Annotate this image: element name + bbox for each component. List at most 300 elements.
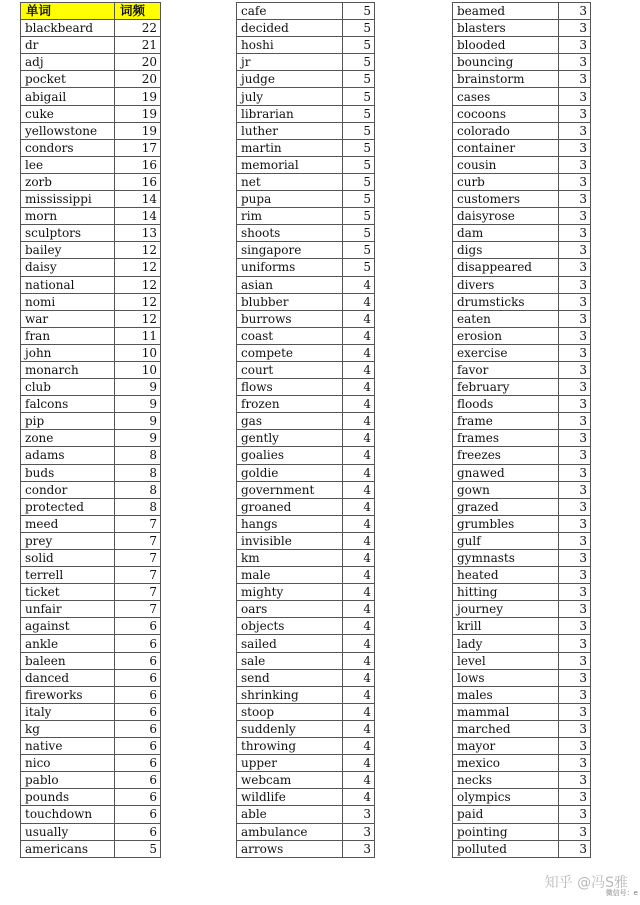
- table-row: [453, 686, 591, 703]
- frequency-cell: 4: [343, 584, 375, 601]
- table-row: [237, 225, 375, 242]
- table-row: [453, 225, 591, 242]
- word-cell: singapore: [237, 242, 343, 259]
- word-cell: objects: [237, 618, 343, 635]
- word-cell: curb: [453, 173, 559, 190]
- word-cell: february: [453, 379, 559, 396]
- table-row: [453, 191, 591, 208]
- table-row: [237, 635, 375, 652]
- word-cell: mammal: [453, 703, 559, 720]
- frequency-cell: 3: [559, 789, 591, 806]
- word-cell: usually: [21, 823, 115, 840]
- frequency-cell: 3: [559, 823, 591, 840]
- table-row: [453, 464, 591, 481]
- word-cell: cuke: [21, 105, 115, 122]
- frequency-cell: 3: [559, 567, 591, 584]
- table-row: [237, 276, 375, 293]
- frequency-cell: 3: [559, 225, 591, 242]
- table-row: [237, 464, 375, 481]
- frequency-cell: 3: [559, 447, 591, 464]
- frequency-cell: 4: [343, 789, 375, 806]
- table-row: [453, 772, 591, 789]
- table-row: [21, 720, 161, 737]
- frequency-cell: 11: [115, 327, 161, 344]
- word-cell: heated: [453, 567, 559, 584]
- frequency-cell: 3: [559, 413, 591, 430]
- table-row: [21, 122, 161, 139]
- frequency-cell: 3: [559, 755, 591, 772]
- word-cell: cocoons: [453, 105, 559, 122]
- table-row: [237, 720, 375, 737]
- frequency-cell: 3: [559, 584, 591, 601]
- table-row: [21, 88, 161, 105]
- word-cell: dr: [21, 37, 115, 54]
- word-cell: drumsticks: [453, 293, 559, 310]
- frequency-cell: 3: [559, 720, 591, 737]
- table-row: [453, 720, 591, 737]
- word-cell: july: [237, 88, 343, 105]
- table-row: [453, 276, 591, 293]
- table-row: [237, 379, 375, 396]
- table-row: [21, 105, 161, 122]
- table-row: [453, 88, 591, 105]
- table-row: [21, 20, 161, 37]
- frequency-cell: 6: [115, 618, 161, 635]
- table-row: [21, 567, 161, 584]
- frequency-cell: 4: [343, 601, 375, 618]
- word-cell: dam: [453, 225, 559, 242]
- word-cell: nico: [21, 755, 115, 772]
- table-row: [237, 173, 375, 190]
- table-row: [21, 515, 161, 532]
- word-cell: hoshi: [237, 37, 343, 54]
- word-cell: gently: [237, 430, 343, 447]
- word-cell: americans: [21, 840, 115, 857]
- word-cell: blubber: [237, 293, 343, 310]
- table-row: [237, 840, 375, 857]
- word-cell: sailed: [237, 635, 343, 652]
- word-cell: goalies: [237, 447, 343, 464]
- frequency-cell: 3: [559, 191, 591, 208]
- word-frequency-table-2: [236, 2, 375, 858]
- frequency-cell: 4: [343, 652, 375, 669]
- word-cell: club: [21, 379, 115, 396]
- table-row: [453, 259, 591, 276]
- frequency-cell: 4: [343, 669, 375, 686]
- frequency-cell: 4: [343, 344, 375, 361]
- frequency-cell: 6: [115, 720, 161, 737]
- frequency-cell: 5: [343, 37, 375, 54]
- frequency-cell: 4: [343, 447, 375, 464]
- frequency-cell: 4: [343, 618, 375, 635]
- table-row: [21, 242, 161, 259]
- frequency-cell: 6: [115, 738, 161, 755]
- word-cell: ticket: [21, 584, 115, 601]
- header-frequency: 词频: [115, 3, 161, 20]
- word-cell: coast: [237, 327, 343, 344]
- table-row: [21, 208, 161, 225]
- frequency-cell: 22: [115, 20, 161, 37]
- frequency-cell: 6: [115, 789, 161, 806]
- frequency-cell: 4: [343, 276, 375, 293]
- table-row: [453, 532, 591, 549]
- frequency-cell: 7: [115, 584, 161, 601]
- header-row: [21, 3, 161, 20]
- table-row: [237, 242, 375, 259]
- frequency-cell: 3: [559, 772, 591, 789]
- table-row: [21, 464, 161, 481]
- frequency-cell: 6: [115, 635, 161, 652]
- frequency-cell: 8: [115, 447, 161, 464]
- word-cell: digs: [453, 242, 559, 259]
- frequency-cell: 19: [115, 105, 161, 122]
- word-cell: invisible: [237, 532, 343, 549]
- frequency-cell: 3: [559, 20, 591, 37]
- table-row: [453, 515, 591, 532]
- word-cell: pip: [21, 413, 115, 430]
- table-row: [237, 3, 375, 20]
- word-cell: cousin: [453, 156, 559, 173]
- table-row: [21, 618, 161, 635]
- table-row: [237, 755, 375, 772]
- frequency-cell: 6: [115, 703, 161, 720]
- word-cell: brainstorm: [453, 71, 559, 88]
- table-row: [21, 54, 161, 71]
- table-row: [237, 584, 375, 601]
- frequency-cell: 3: [559, 498, 591, 515]
- frequency-cell: 19: [115, 88, 161, 105]
- table-row: [237, 396, 375, 413]
- word-cell: condors: [21, 139, 115, 156]
- word-cell: ankle: [21, 635, 115, 652]
- frequency-cell: 4: [343, 772, 375, 789]
- frequency-cell: 4: [343, 481, 375, 498]
- frequency-cell: 4: [343, 686, 375, 703]
- word-cell: martin: [237, 139, 343, 156]
- table-row: [453, 430, 591, 447]
- word-cell: luther: [237, 122, 343, 139]
- frequency-cell: 8: [115, 481, 161, 498]
- frequency-cell: 5: [115, 840, 161, 857]
- word-cell: native: [21, 738, 115, 755]
- word-cell: mighty: [237, 584, 343, 601]
- table-row: [237, 550, 375, 567]
- table-row: [453, 327, 591, 344]
- table-row: [453, 242, 591, 259]
- table-row: [237, 447, 375, 464]
- word-cell: against: [21, 618, 115, 635]
- word-cell: sculptors: [21, 225, 115, 242]
- word-cell: national: [21, 276, 115, 293]
- word-cell: frozen: [237, 396, 343, 413]
- table-row: [21, 481, 161, 498]
- frequency-cell: 7: [115, 601, 161, 618]
- table-row: [453, 789, 591, 806]
- word-cell: groaned: [237, 498, 343, 515]
- frequency-cell: 4: [343, 567, 375, 584]
- table-row: [453, 20, 591, 37]
- frequency-cell: 3: [559, 208, 591, 225]
- word-cell: fran: [21, 327, 115, 344]
- word-cell: marched: [453, 720, 559, 737]
- frequency-cell: 7: [115, 567, 161, 584]
- table-row: [21, 550, 161, 567]
- frequency-cell: 5: [343, 225, 375, 242]
- word-cell: upper: [237, 755, 343, 772]
- table-row: [453, 498, 591, 515]
- table-row: [21, 259, 161, 276]
- frequency-cell: 5: [343, 88, 375, 105]
- table-row: [237, 310, 375, 327]
- frequency-cell: 3: [559, 122, 591, 139]
- frequency-cell: 3: [559, 481, 591, 498]
- frequency-cell: 16: [115, 156, 161, 173]
- table-row: [453, 396, 591, 413]
- table-row: [237, 738, 375, 755]
- word-cell: mayor: [453, 738, 559, 755]
- word-cell: exercise: [453, 344, 559, 361]
- table-row: [453, 738, 591, 755]
- word-cell: compete: [237, 344, 343, 361]
- frequency-cell: 3: [559, 259, 591, 276]
- frequency-cell: 4: [343, 550, 375, 567]
- table-row: [453, 208, 591, 225]
- word-cell: level: [453, 652, 559, 669]
- frequency-cell: 4: [343, 703, 375, 720]
- table-row: [453, 139, 591, 156]
- word-cell: lady: [453, 635, 559, 652]
- header-word: 单词: [21, 3, 115, 20]
- frequency-cell: 3: [559, 840, 591, 857]
- frequency-cell: 3: [559, 515, 591, 532]
- frequency-cell: 3: [559, 618, 591, 635]
- frequency-cell: 10: [115, 344, 161, 361]
- table-row: [21, 772, 161, 789]
- frequency-cell: 3: [343, 823, 375, 840]
- table-row: [21, 276, 161, 293]
- frequency-cell: 17: [115, 139, 161, 156]
- table-row: [453, 173, 591, 190]
- table-row: [237, 789, 375, 806]
- table-row: [21, 396, 161, 413]
- frequency-cell: 3: [559, 396, 591, 413]
- word-cell: daisyrose: [453, 208, 559, 225]
- table-row: [21, 806, 161, 823]
- frequency-cell: 3: [559, 430, 591, 447]
- word-cell: pablo: [21, 772, 115, 789]
- table-row: [21, 430, 161, 447]
- word-cell: krill: [453, 618, 559, 635]
- table-row: [453, 481, 591, 498]
- word-cell: gown: [453, 481, 559, 498]
- frequency-cell: 4: [343, 327, 375, 344]
- table-row: [453, 344, 591, 361]
- word-cell: mississippi: [21, 191, 115, 208]
- table-row: [21, 293, 161, 310]
- frequency-cell: 3: [559, 54, 591, 71]
- word-cell: nomi: [21, 293, 115, 310]
- word-cell: suddenly: [237, 720, 343, 737]
- word-cell: unfair: [21, 601, 115, 618]
- word-cell: wildlife: [237, 789, 343, 806]
- table-row: [21, 738, 161, 755]
- frequency-cell: 5: [343, 105, 375, 122]
- table-row: [21, 703, 161, 720]
- table-row: [453, 379, 591, 396]
- word-cell: judge: [237, 71, 343, 88]
- table-row: [237, 344, 375, 361]
- table-row: [21, 601, 161, 618]
- word-cell: cases: [453, 88, 559, 105]
- frequency-cell: 3: [559, 242, 591, 259]
- frequency-cell: 3: [559, 379, 591, 396]
- table-row: [237, 361, 375, 378]
- table-row: [453, 156, 591, 173]
- table-row: [237, 20, 375, 37]
- table-row: [453, 840, 591, 857]
- table-row: [237, 327, 375, 344]
- frequency-cell: 5: [343, 156, 375, 173]
- frequency-cell: 3: [559, 276, 591, 293]
- word-cell: colorado: [453, 122, 559, 139]
- frequency-cell: 5: [343, 20, 375, 37]
- frequency-cell: 4: [343, 396, 375, 413]
- word-cell: throwing: [237, 738, 343, 755]
- table-row: [21, 686, 161, 703]
- word-cell: blackbeard: [21, 20, 115, 37]
- table-row: [21, 755, 161, 772]
- word-cell: disappeared: [453, 259, 559, 276]
- frequency-cell: 3: [559, 293, 591, 310]
- table-row: [21, 327, 161, 344]
- word-cell: abigail: [21, 88, 115, 105]
- table-row: [21, 191, 161, 208]
- word-cell: fireworks: [21, 686, 115, 703]
- frequency-cell: 3: [559, 327, 591, 344]
- frequency-cell: 4: [343, 755, 375, 772]
- table-row: [237, 122, 375, 139]
- frequency-cell: 6: [115, 686, 161, 703]
- word-cell: freezes: [453, 447, 559, 464]
- word-cell: shrinking: [237, 686, 343, 703]
- table-row: [453, 413, 591, 430]
- word-cell: gnawed: [453, 464, 559, 481]
- word-cell: yellowstone: [21, 122, 115, 139]
- frequency-cell: 6: [115, 669, 161, 686]
- word-cell: male: [237, 567, 343, 584]
- table-row: [453, 447, 591, 464]
- frequency-cell: 3: [559, 88, 591, 105]
- table-row: [237, 806, 375, 823]
- table-row: [237, 498, 375, 515]
- frequency-cell: 7: [115, 532, 161, 549]
- word-cell: terrell: [21, 567, 115, 584]
- table-row: [237, 567, 375, 584]
- word-cell: gas: [237, 413, 343, 430]
- frequency-cell: 13: [115, 225, 161, 242]
- word-cell: mexico: [453, 755, 559, 772]
- frequency-cell: 3: [559, 310, 591, 327]
- frequency-cell: 21: [115, 37, 161, 54]
- table-row: [237, 293, 375, 310]
- word-cell: lee: [21, 156, 115, 173]
- word-cell: prey: [21, 532, 115, 549]
- table-row: [21, 652, 161, 669]
- frequency-cell: 3: [559, 550, 591, 567]
- word-cell: divers: [453, 276, 559, 293]
- frequency-cell: 3: [559, 601, 591, 618]
- frequency-cell: 4: [343, 430, 375, 447]
- frequency-cell: 3: [559, 361, 591, 378]
- table-row: [453, 310, 591, 327]
- table-row: [237, 686, 375, 703]
- table-row: [21, 344, 161, 361]
- table-row: [21, 840, 161, 857]
- word-cell: solid: [21, 550, 115, 567]
- word-cell: librarian: [237, 105, 343, 122]
- table-row: [21, 789, 161, 806]
- frequency-cell: 4: [343, 635, 375, 652]
- table-row: [237, 208, 375, 225]
- word-cell: favor: [453, 361, 559, 378]
- frequency-cell: 6: [115, 755, 161, 772]
- word-cell: able: [237, 806, 343, 823]
- table-row: [453, 293, 591, 310]
- frequency-cell: 9: [115, 413, 161, 430]
- word-cell: asian: [237, 276, 343, 293]
- frequency-cell: 3: [559, 105, 591, 122]
- table-row: [453, 550, 591, 567]
- word-cell: blooded: [453, 37, 559, 54]
- word-cell: necks: [453, 772, 559, 789]
- word-cell: hangs: [237, 515, 343, 532]
- frequency-cell: 4: [343, 379, 375, 396]
- table-row: [237, 105, 375, 122]
- frequency-cell: 12: [115, 310, 161, 327]
- table-row: [453, 652, 591, 669]
- frequency-cell: 3: [343, 806, 375, 823]
- frequency-cell: 4: [343, 498, 375, 515]
- table-row: [453, 71, 591, 88]
- frequency-cell: 20: [115, 71, 161, 88]
- word-cell: burrows: [237, 310, 343, 327]
- word-cell: polluted: [453, 840, 559, 857]
- word-cell: journey: [453, 601, 559, 618]
- table-row: [453, 755, 591, 772]
- table-row: [21, 584, 161, 601]
- word-cell: cafe: [237, 3, 343, 20]
- frequency-cell: 12: [115, 259, 161, 276]
- frequency-cell: 3: [559, 37, 591, 54]
- table-body: [453, 3, 591, 858]
- table-row: [21, 413, 161, 430]
- word-cell: protected: [21, 498, 115, 515]
- word-cell: send: [237, 669, 343, 686]
- table-row: [237, 71, 375, 88]
- frequency-cell: 5: [343, 173, 375, 190]
- word-cell: stoop: [237, 703, 343, 720]
- word-cell: beamed: [453, 3, 559, 20]
- frequency-cell: 14: [115, 208, 161, 225]
- word-cell: erosion: [453, 327, 559, 344]
- frequency-cell: 3: [559, 156, 591, 173]
- word-cell: pounds: [21, 789, 115, 806]
- table-row: [237, 669, 375, 686]
- table-row: [453, 567, 591, 584]
- frequency-cell: 14: [115, 191, 161, 208]
- word-cell: buds: [21, 464, 115, 481]
- word-cell: memorial: [237, 156, 343, 173]
